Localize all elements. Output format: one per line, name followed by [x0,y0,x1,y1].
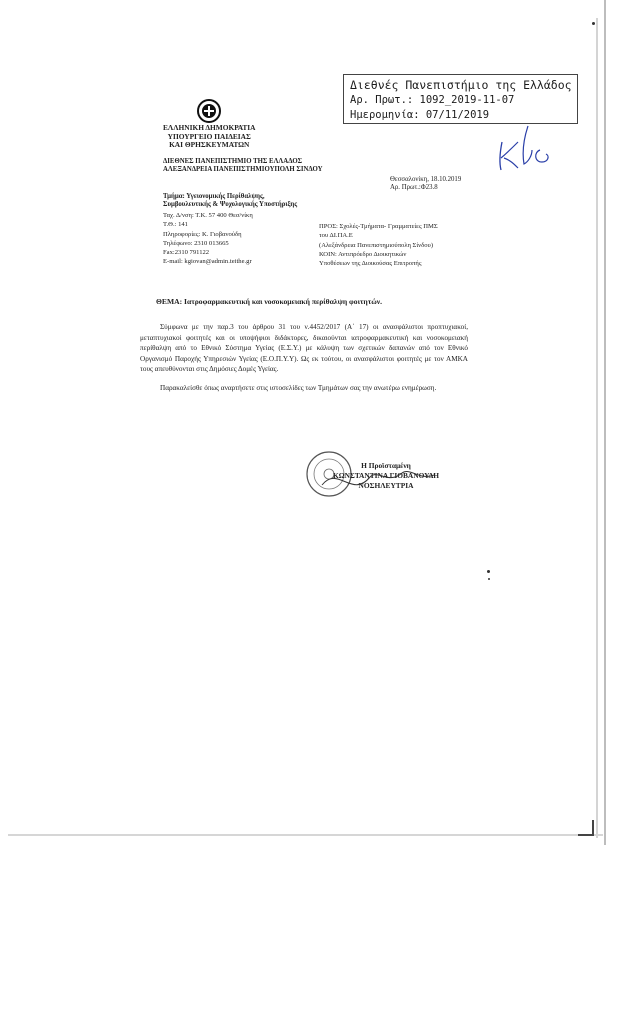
email: E-mail: kgiovan@admin.teithe.gr [163,258,252,266]
stamp-title: Διεθνές Πανεπιστήμιο της Ελλάδος [350,78,572,92]
signatory-role: Η Προϊσταμένη [361,461,411,470]
campus-name: ΑΛΕΞΑΝΔΡΕΙΑ ΠΑΝΕΠΙΣΤΗΜΙΟΥΠΟΛΗ ΣΙΝΔΟΥ [163,166,323,174]
university-name: ΔΙΕΘΝΕΣ ΠΑΝΕΠΙΣΤΗΜΙΟ ΤΗΣ ΕΛΛΑΔΟΣ [163,158,303,165]
scan-edge [596,18,598,838]
date-block [390,176,461,193]
scan-edge [8,834,603,836]
header-line: ΕΛΛΗΝΙΚΗ ΔΗΜΟΚΡΑΤΙΑ [163,123,256,132]
recipient-cc: ΚΟΙΝ: Αντιπρόεδρο Διοικητικών [319,250,407,258]
address: Ταχ. Δ/νση: Τ.Κ. 57 400 Θεσ/νίκη [163,212,253,219]
scan-speck [592,22,595,25]
info-contact: Πληροφορίες: Κ. Γιοβανούδη [163,230,242,238]
recipient-cc-cont: Υποθέσεων της Διοικούσας Επιτροπής [319,260,422,268]
recipient-to-cont: του ΔΙ.ΠΑ.Ε [319,232,353,240]
scan-edge [604,0,606,845]
protocol-stamp [343,74,578,124]
handwritten-signature [318,455,438,515]
signatory-title: ΝΟΣΗΛΕΥΤΡΙΑ [358,481,414,491]
scan-speck [487,570,490,573]
header-line: ΥΠΟΥΡΓΕΙΟ ΠΑΙΔΕΙΑΣ [167,131,251,141]
header-line: ΚΑΙ ΘΡΗΣΚΕΥΜΑΤΩΝ [169,140,250,150]
place-date: Θεσσαλονίκη, 18.10.2019 [390,176,462,183]
university-header [163,158,323,175]
body-paragraph: Σύμφωνα με την παρ.3 του άρθρου 31 του ν.4452/2017 (Α΄ 17) οι ανασφάλιστοι προπτυχιακοί, μεταπτυχιακοί φοιτητές και οι υποψήφιοι διδάκτορες, δικαιούνται ιατροφαρμακευτική και νοσοκομειακή περίθαλψη από το Εθνικό Σύστημα Υγείας (Ε.Σ.Υ.) με κάλυψη των σχετικών δαπανών από τον Εθνικό Οργανισμό Παροχής Υπηρεσιών Υγείας (Ε.Ο.Π.Υ.Υ). Ως εκ τούτου, οι ανασφάλιστοι φοιτητές με τον ΑΜΚΑ τους απευθύνονται στις Δημόσιες Δομές Υγείας. [140,323,468,374]
letter-body [140,322,468,394]
recipient-to-cont: (Αλεξάνδρεια Πανεπιστημιούπολη Σίνδου) [319,241,434,249]
stamp-protocol-number: Αρ. Πρωτ.: 1092_2019-11-07 [350,94,515,106]
stamp-date: Ημερομηνία: 07/11/2019 [350,109,490,121]
protocol-reference: Αρ. Πρωτ.:Φ23.8 [390,184,438,192]
recipients-block [319,222,438,268]
phone: Τηλέφωνο: 2310 013665 [163,239,229,247]
department-name-cont: Συμβουλευτικής & Ψυχολογικής Υποστήριξης [163,201,298,209]
handwritten-initials-signature [488,118,558,178]
signatory-name: ΚΩΝΣΤΑΝΤΙΝΑ ΓΙΟΒΑΝΟΥΔΗ [333,471,439,481]
contact-info [163,211,253,267]
department-name: Τμήμα: Υγειονομικής Περίθαλψης, [163,193,265,200]
po-box: Τ.Θ.: 141 [163,221,188,229]
body-paragraph: Παρακαλείσθε όπως αναρτήσετε στις ιστοσελίδες των Τμημάτων σας την ανωτέρω ενημέρωση. [160,383,437,392]
subject-line: ΘΕΜΑ: Ιατροφαρμακευτική και νοσοκομειακή περίθαλψη φοιτητών. [156,297,383,306]
department-block [163,193,297,210]
scan-corner-mark [578,820,594,836]
recipient-to: ΠΡΟΣ: Σχολές-Τμήματα- Γραμματείες ΠΜΣ [319,223,438,230]
scan-speck [488,578,490,580]
fax: Fax:2310 791122 [163,249,210,257]
greek-national-emblem [196,98,222,124]
ministry-header [163,124,255,150]
